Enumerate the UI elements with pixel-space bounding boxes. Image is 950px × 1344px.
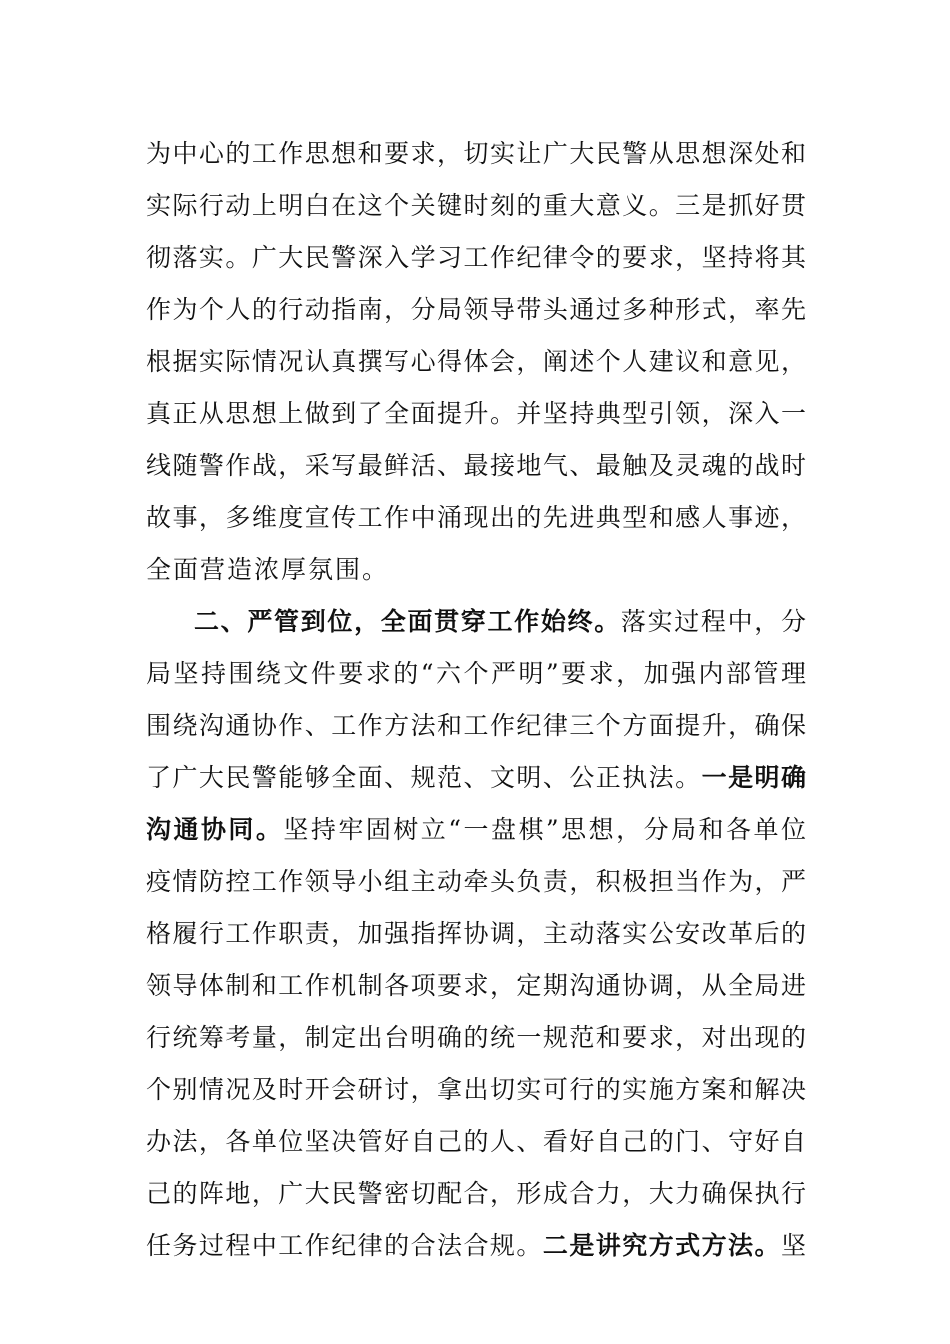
text-run: 行统筹考量，制定出台明确的统一规范和要求，对出现的 (146, 1023, 806, 1052)
body-line (146, 700, 806, 752)
text-run: 根据实际情况认真撰写心得体会，阐述个人建议和意见， (146, 347, 806, 376)
text-run: 全面营造浓厚氛围。 (146, 555, 390, 584)
text-run: 真正从思想上做到了全面提升。并坚持典型引领，深入一 (146, 399, 806, 428)
subheading-run: 二是讲究方式方法。 (542, 1231, 781, 1260)
body-line (146, 1012, 806, 1064)
body-line (146, 856, 806, 908)
text-run: 个别情况及时开会研讨，拿出切实可行的实施方案和解决 (146, 1075, 806, 1104)
body-line (146, 232, 806, 284)
text-run: 己的阵地，广大民警密切配合，形成合力，大力确保执行 (146, 1179, 806, 1208)
text-run: 故事，多维度宣传工作中涌现出的先进典型和感人事迹， (146, 503, 806, 532)
text-run: 线随警作战，采写最鲜活、最接地气、最触及灵魂的战时 (146, 451, 806, 480)
paragraph-end-line (146, 544, 806, 596)
text-run: 疫情防控工作领导小组主动牵头负责，积极担当作为，严 (146, 867, 806, 896)
body-line (146, 1064, 806, 1116)
body-line (146, 336, 806, 388)
text-run: 格履行工作职责，加强指挥协调，主动落实公安改革后的 (146, 919, 806, 948)
body-line (146, 908, 806, 960)
text-run: 局坚持围绕文件要求的“六个严明”要求，加强内部管理 (146, 659, 806, 688)
text-run: 了广大民警能够全面、规范、文明、公正执法。 (146, 763, 702, 792)
body-line (146, 128, 806, 180)
text-run: 为中心的工作思想和要求，切实让广大民警从思想深处和 (146, 139, 806, 168)
body-line (146, 960, 806, 1012)
section-heading: 二、严管到位，全面贯穿工作始终。 (194, 607, 621, 636)
text-run: 任务过程中工作纪律的合法合规。 (146, 1231, 543, 1260)
text-run: 坚 (780, 1231, 806, 1260)
subheading-run: 沟通协同。 (146, 815, 284, 844)
text-run: 坚持牢固树立“一盘棋”思想，分局和各单位 (283, 815, 806, 844)
section-heading-line (194, 596, 806, 648)
text-run: 落实过程中，分 (620, 607, 806, 636)
body-line (146, 440, 806, 492)
subheading-run: 一是明确 (701, 763, 806, 792)
text-run: 彻落实。广大民警深入学习工作纪律令的要求，坚持将其 (146, 243, 806, 272)
body-line (146, 180, 806, 232)
body-line (146, 1168, 806, 1220)
body-line (146, 1220, 806, 1272)
body-line (146, 284, 806, 336)
text-run: 领导体制和工作机制各项要求，定期沟通协调，从全局进 (146, 971, 806, 1000)
body-line (146, 1116, 806, 1168)
body-line (146, 752, 806, 804)
text-run: 办法，各单位坚决管好自己的人、看好自己的门、守好自 (146, 1127, 806, 1156)
body-line (146, 388, 806, 440)
body-line (146, 648, 806, 700)
body-line (146, 804, 806, 856)
body-line (146, 492, 806, 544)
text-run: 实际行动上明白在这个关键时刻的重大意义。三是抓好贯 (146, 191, 806, 220)
text-run: 作为个人的行动指南，分局领导带头通过多种形式，率先 (146, 295, 806, 324)
text-run: 围绕沟通协作、工作方法和工作纪律三个方面提升，确保 (146, 711, 806, 740)
